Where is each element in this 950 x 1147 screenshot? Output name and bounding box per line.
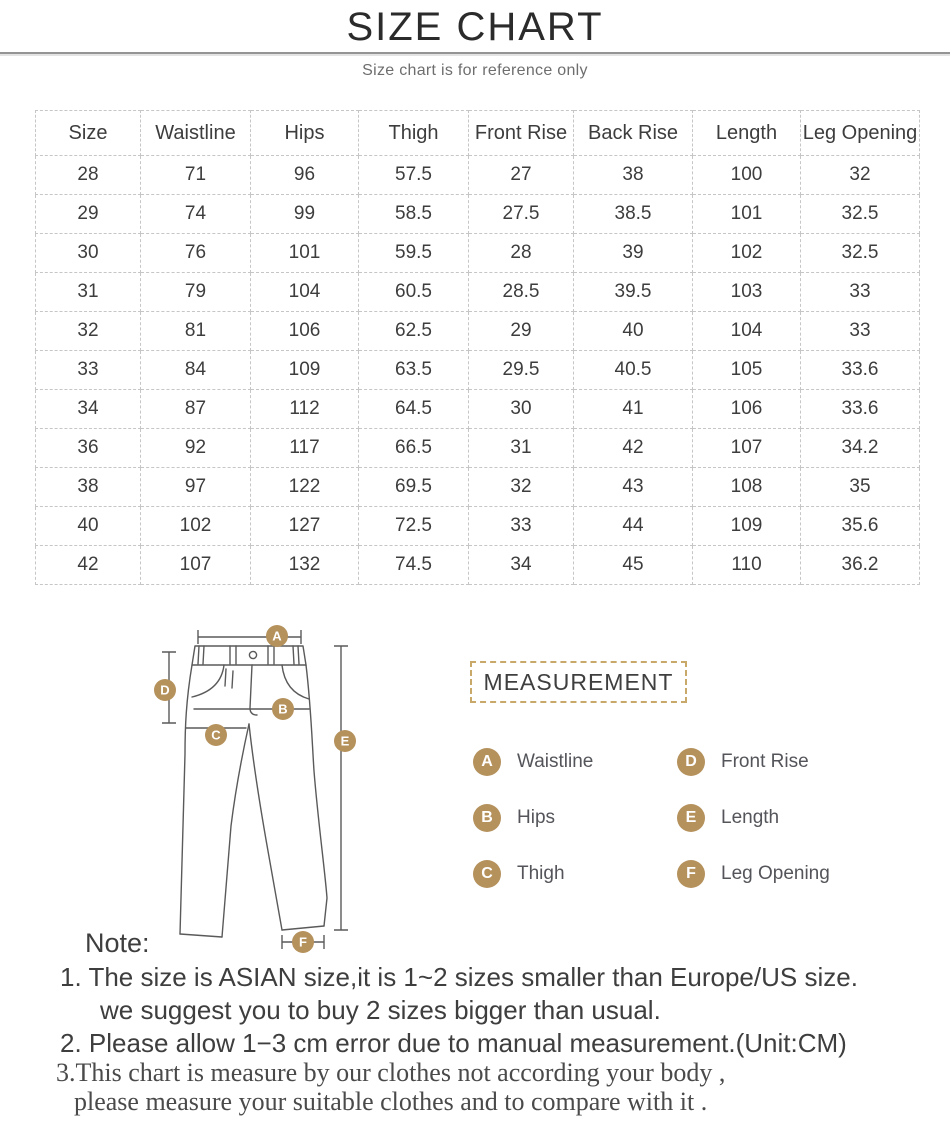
table-cell: 28 (469, 234, 574, 273)
table-row (36, 273, 920, 312)
legend-label-front-rise: Front Rise (721, 751, 809, 772)
table-row (36, 156, 920, 195)
note-line-3b: please measure your suitable clothes and to compare with it . (74, 1087, 708, 1116)
legend-label-hips: Hips (517, 807, 556, 828)
table-cell: 35 (801, 468, 920, 507)
table-cell: 39 (574, 234, 693, 273)
table-cell: 106 (251, 312, 359, 351)
legend-item-waistline (473, 748, 593, 776)
legend-label-leg-opening: Leg Opening (721, 863, 830, 884)
note-line-3: 3.This chart is measure by our clothes not according your body , (56, 1058, 726, 1087)
table-cell: 39.5 (574, 273, 693, 312)
legend-label-thigh: Thigh (517, 863, 565, 884)
table-cell: 107 (693, 429, 801, 468)
pants-diagram (140, 616, 370, 964)
table-cell: 104 (693, 312, 801, 351)
table-cell: 104 (251, 273, 359, 312)
note-line-2: 2. Please allow 1−3 cm error due to manual measurement.(Unit:CM) (60, 1028, 847, 1058)
table-cell: 42 (574, 429, 693, 468)
table-cell: 28.5 (469, 273, 574, 312)
table-cell: 132 (251, 546, 359, 585)
table-cell: 66.5 (359, 429, 469, 468)
column-header-waistline: Waistline (141, 111, 251, 156)
table-cell: 32 (36, 312, 141, 351)
pants-outline (180, 646, 327, 937)
column-header-thigh: Thigh (359, 111, 469, 156)
measurement-title-box (470, 661, 687, 703)
legend-column-right (677, 748, 830, 888)
table-cell: 32.5 (801, 195, 920, 234)
table-cell: 34.2 (801, 429, 920, 468)
table-cell: 96 (251, 156, 359, 195)
legend-badge-b: B (473, 804, 501, 832)
table-cell: 79 (141, 273, 251, 312)
table-cell: 33 (801, 273, 920, 312)
table-cell: 29 (469, 312, 574, 351)
table-cell: 72.5 (359, 507, 469, 546)
table-cell: 97 (141, 468, 251, 507)
table-cell: 109 (693, 507, 801, 546)
table-cell: 36 (36, 429, 141, 468)
badge-a-letter: A (272, 628, 282, 644)
table-cell: 29 (36, 195, 141, 234)
table-row (36, 234, 920, 273)
legend-item-thigh (473, 860, 593, 888)
note-heading: Note: (85, 928, 150, 958)
table-cell: 33 (801, 312, 920, 351)
table-cell: 42 (36, 546, 141, 585)
table-row (36, 390, 920, 429)
table-cell: 32.5 (801, 234, 920, 273)
table-cell: 27.5 (469, 195, 574, 234)
table-cell: 127 (251, 507, 359, 546)
table-cell: 63.5 (359, 351, 469, 390)
legend-item-length (677, 804, 830, 832)
table-cell: 87 (141, 390, 251, 429)
table-row (36, 351, 920, 390)
legend-item-front-rise (677, 748, 830, 776)
table-row (36, 312, 920, 351)
table-cell: 100 (693, 156, 801, 195)
legend-badge-c: C (473, 860, 501, 888)
table-cell: 33.6 (801, 390, 920, 429)
table-cell: 34 (469, 546, 574, 585)
column-header-size: Size (36, 111, 141, 156)
note-line-1: 1. The size is ASIAN size,it is 1~2 sizes smaller than Europe/US size. (60, 962, 858, 992)
table-cell: 105 (693, 351, 801, 390)
table-cell: 76 (141, 234, 251, 273)
table-cell: 106 (693, 390, 801, 429)
table-cell: 44 (574, 507, 693, 546)
table-cell: 38 (36, 468, 141, 507)
column-header-hips: Hips (251, 111, 359, 156)
table-cell: 33.6 (801, 351, 920, 390)
table-cell: 117 (251, 429, 359, 468)
table-cell: 38.5 (574, 195, 693, 234)
legend-badge-f: F (677, 860, 705, 888)
column-header-leg-opening: Leg Opening (801, 111, 920, 156)
page-title: SIZE CHART (346, 5, 604, 49)
badge-c-letter: C (211, 727, 221, 743)
table-cell: 62.5 (359, 312, 469, 351)
legend-badge-a: A (473, 748, 501, 776)
table-cell: 27 (469, 156, 574, 195)
table-row (36, 429, 920, 468)
table-cell: 59.5 (359, 234, 469, 273)
table-cell: 41 (574, 390, 693, 429)
table-cell: 40 (36, 507, 141, 546)
table-cell: 101 (693, 195, 801, 234)
table-cell: 33 (36, 351, 141, 390)
legend-item-hips (473, 804, 593, 832)
table-cell: 112 (251, 390, 359, 429)
badge-f-letter: F (299, 934, 307, 950)
table-cell: 81 (141, 312, 251, 351)
column-header-front-rise: Front Rise (469, 111, 574, 156)
table-cell: 38 (574, 156, 693, 195)
table-cell: 99 (251, 195, 359, 234)
table-cell: 30 (36, 234, 141, 273)
table-cell: 31 (469, 429, 574, 468)
size-table-header (36, 111, 920, 156)
table-row (36, 468, 920, 507)
table-cell: 71 (141, 156, 251, 195)
table-cell: 35.6 (801, 507, 920, 546)
table-cell: 33 (469, 507, 574, 546)
table-cell: 57.5 (359, 156, 469, 195)
table-cell: 40.5 (574, 351, 693, 390)
legend-badge-d: D (677, 748, 705, 776)
legend-label-waistline: Waistline (517, 751, 594, 772)
table-cell: 74 (141, 195, 251, 234)
table-cell: 34 (36, 390, 141, 429)
size-table-body (36, 156, 920, 585)
table-cell: 84 (141, 351, 251, 390)
table-cell: 29.5 (469, 351, 574, 390)
note-line-1b: we suggest you to buy 2 sizes bigger than usual. (100, 995, 661, 1025)
table-cell: 32 (469, 468, 574, 507)
table-cell: 110 (693, 546, 801, 585)
table-cell: 109 (251, 351, 359, 390)
column-header-back-rise: Back Rise (574, 111, 693, 156)
column-header-length: Length (693, 111, 801, 156)
table-cell: 28 (36, 156, 141, 195)
table-cell: 92 (141, 429, 251, 468)
table-cell: 102 (693, 234, 801, 273)
badge-b-letter: B (278, 701, 288, 717)
table-cell: 103 (693, 273, 801, 312)
table-row (36, 546, 920, 585)
table-cell: 31 (36, 273, 141, 312)
title-divider (0, 52, 950, 56)
badge-d-letter: D (160, 682, 170, 698)
table-cell: 102 (141, 507, 251, 546)
table-cell: 30 (469, 390, 574, 429)
table-cell: 60.5 (359, 273, 469, 312)
table-cell: 43 (574, 468, 693, 507)
table-cell: 69.5 (359, 468, 469, 507)
legend-item-leg-opening (677, 860, 830, 888)
length-bracket (334, 646, 348, 930)
measurement-title: MEASUREMENT (483, 668, 674, 695)
table-cell: 107 (141, 546, 251, 585)
table-cell: 32 (801, 156, 920, 195)
legend-label-length: Length (721, 807, 780, 828)
table-cell: 101 (251, 234, 359, 273)
size-table (35, 110, 920, 585)
table-row (36, 195, 920, 234)
table-cell: 58.5 (359, 195, 469, 234)
table-cell: 122 (251, 468, 359, 507)
table-cell: 36.2 (801, 546, 920, 585)
legend-badge-e: E (677, 804, 705, 832)
badge-e-letter: E (340, 733, 350, 749)
legend-column-left (473, 748, 593, 888)
table-cell: 108 (693, 468, 801, 507)
page-subtitle: Size chart is for reference only (362, 62, 588, 79)
table-cell: 74.5 (359, 546, 469, 585)
table-cell: 64.5 (359, 390, 469, 429)
table-cell: 45 (574, 546, 693, 585)
table-cell: 40 (574, 312, 693, 351)
table-header-row (36, 111, 920, 156)
table-row (36, 507, 920, 546)
